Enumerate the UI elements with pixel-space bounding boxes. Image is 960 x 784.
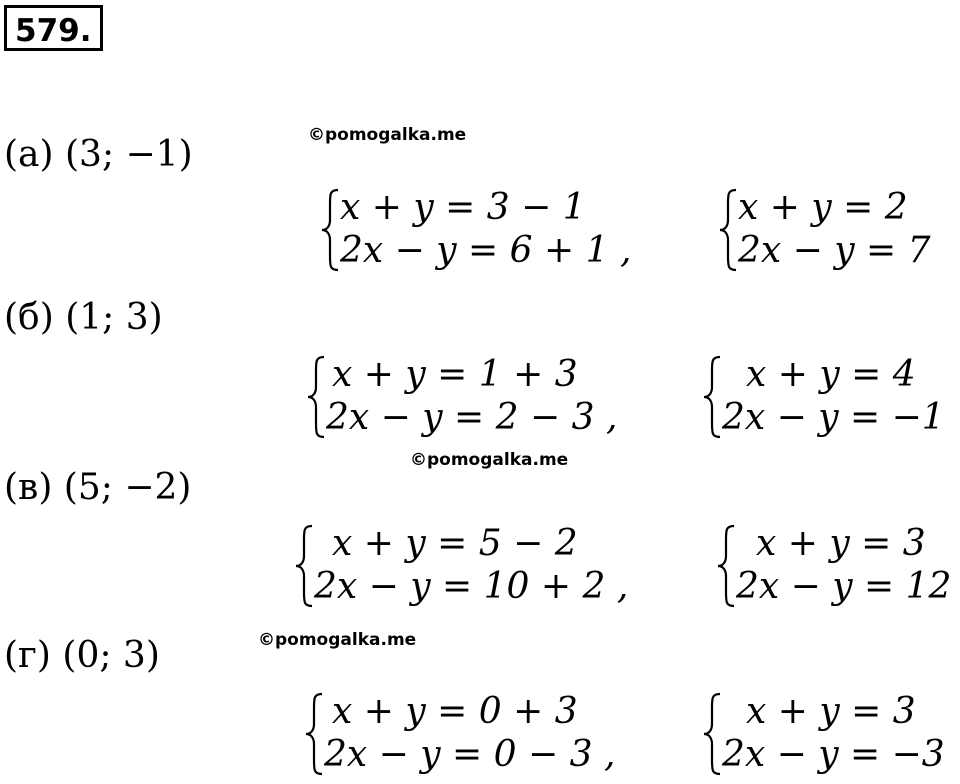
system-equation-1: x + y = 1 + 3 xyxy=(332,354,578,395)
part-label-v: (в) (5; −2) xyxy=(4,467,192,508)
system-equation-1: x + y = 5 − 2 xyxy=(332,523,578,564)
system-equation-1: x + y = 4 xyxy=(746,354,916,395)
left-brace-icon xyxy=(318,186,342,274)
system-equation-1: x + y = 3 xyxy=(746,691,916,732)
part-label-g: (г) (0; 3) xyxy=(4,635,160,676)
equation-system xyxy=(714,522,958,610)
left-brace-icon xyxy=(292,522,316,610)
equation-system xyxy=(304,353,618,441)
system-equation-2: 2x − y = 6 + 1 , xyxy=(340,230,632,271)
equation-system xyxy=(716,186,956,274)
equation-system xyxy=(700,353,956,441)
equation-system xyxy=(292,522,629,610)
left-brace-icon xyxy=(700,353,724,441)
left-brace-icon xyxy=(714,522,738,610)
part-label-b: (б) (1; 3) xyxy=(4,297,163,338)
system-equation-2: 2x − y = 0 − 3 , xyxy=(324,734,616,775)
system-equation-2: 2x − y = −1 xyxy=(722,397,945,438)
system-equation-1: x + y = 3 − 1 xyxy=(340,187,586,228)
system-equation-2: 2x − y = 7 xyxy=(738,230,931,271)
left-brace-icon xyxy=(700,690,724,778)
system-equation-2: 2x − y = 10 + 2 , xyxy=(314,566,629,607)
left-brace-icon xyxy=(716,186,740,274)
system-equation-2: 2x − y = −3 xyxy=(722,734,945,775)
system-equation-1: x + y = 3 xyxy=(756,523,926,564)
left-brace-icon xyxy=(302,690,326,778)
watermark: ©pomogalka.me xyxy=(308,125,467,145)
part-label-a: (а) (3; −1) xyxy=(4,134,193,175)
system-equation-2: 2x − y = 12 xyxy=(736,566,952,607)
system-equation-2: 2x − y = 2 − 3 , xyxy=(326,397,618,438)
system-equation-1: x + y = 2 xyxy=(738,187,908,228)
problem-number: 579. xyxy=(4,5,103,51)
equation-system xyxy=(700,690,956,778)
left-brace-icon xyxy=(304,353,328,441)
system-equation-1: x + y = 0 + 3 xyxy=(332,691,578,732)
equation-system xyxy=(302,690,616,778)
equation-system xyxy=(318,186,632,274)
watermark: ©pomogalka.me xyxy=(410,450,569,470)
watermark: ©pomogalka.me xyxy=(258,630,417,650)
